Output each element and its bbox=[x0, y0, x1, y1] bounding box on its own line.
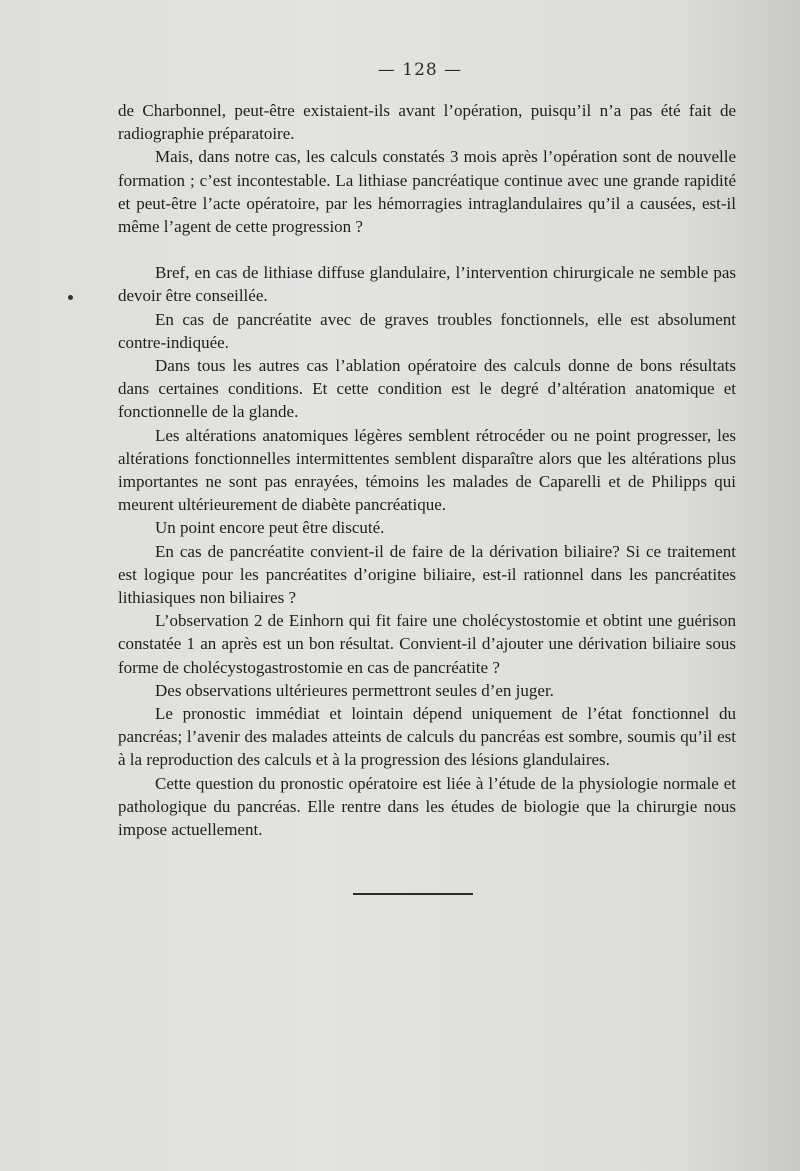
paragraph-5: Dans tous les autres cas l’ablation opératoire des calculs donne de bons résultats dans certaines conditions. Et cette condition est le degré d’altération anatomique et fonctionnelle de la glande. bbox=[118, 356, 736, 422]
paragraph-6: Les altérations anatomiques légères semblent rétrocéder ou ne point progresser, les altérations fonctionnelles intermittentes semblent disparaître alors que les altérations plus importantes ne sont pas enrayées, témoins les malades de Caparelli et de Philipps qui meurent ultérieurement de diabète pancréatique. bbox=[118, 425, 736, 515]
page-number: — 128 — bbox=[377, 60, 463, 80]
paragraph-2: Mais, dans notre cas, les calculs constatés 3 mois après l’opération sont de nouvelle formation ; c’est incontestable. La lithiase pancréatique continue avec une grande rapidité et peut-être l’acte opératoire, par les hémorragies intraglandulaires qu’il a causées, est-il même l’agent de cette progression ? bbox=[118, 147, 736, 237]
body-text bbox=[118, 99, 736, 841]
ink-spot bbox=[68, 295, 73, 300]
paragraph-4: En cas de pancréatite avec de graves troubles fonctionnels, elle est absolument contre-indiquée. bbox=[118, 309, 736, 352]
paragraph-10: Des observations ultérieures permettront seules d’en juger. bbox=[155, 680, 554, 700]
paragraph-8: En cas de pancréatite convient-il de faire de la dérivation biliaire? Si ce traitement est logique pour les pancréatites d’origine biliaire, est-il rationnel dans les pancréatites lithiasiques non biliaires ? bbox=[118, 541, 736, 608]
paragraph-9: L’observation 2 de Einhorn qui fit faire une cholécystostomie et obtint une guérison constatée 1 an après est un bon résultat. Convient-il d’ajouter une dérivation biliaire sous forme de cholécystogastrostomie en cas de pancréatite ? bbox=[118, 611, 736, 677]
paragraph-1: de Charbonnel, peut-être existaient-ils avant l’opération, puisqu’il n’a pas été fait de radiographie préparatoire. bbox=[118, 101, 736, 144]
end-rule bbox=[353, 893, 473, 895]
paragraph-11: Le pronostic immédiat et lointain dépend uniquement de l’état fonctionnel du pancréas; l’avenir des malades atteints de calculs du pancréas est sombre, soumis qu’il est à la reproduction des calculs et à la progression des lésions glandulaires. bbox=[118, 704, 736, 770]
paragraph-3: Bref, en cas de lithiase diffuse glandulaire, l’intervention chirurgicale ne semble pas devoir être conseillée. bbox=[118, 263, 736, 306]
paragraph-7: Un point encore peut être discuté. bbox=[155, 518, 385, 538]
paragraph-12: Cette question du pronostic opératoire est liée à l’étude de la physiologie normale et pathologique du pancréas. Elle rentre dans les études de biologie que la chirurgie nous impose actuellement. bbox=[118, 773, 736, 840]
